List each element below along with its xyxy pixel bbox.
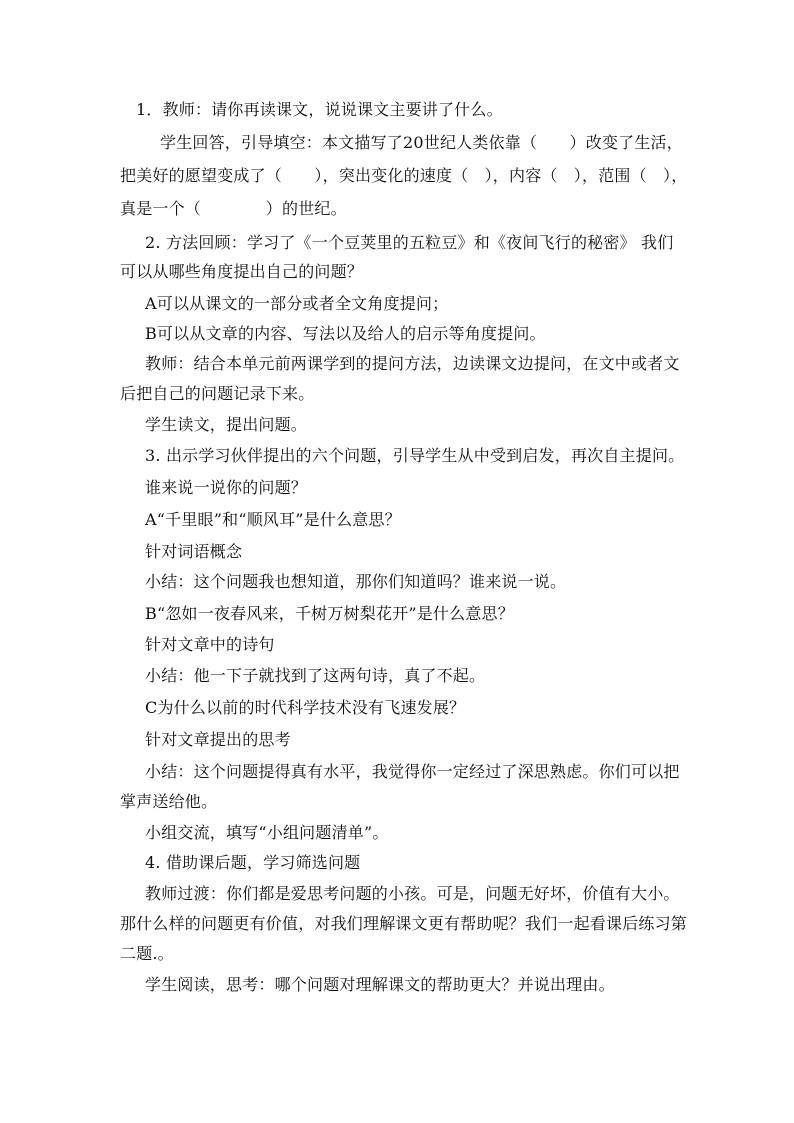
paragraph-line-17: B“忽如一夜春风来，千树万树梨花开”是什么意思？ (145, 604, 514, 623)
paragraph-line-10: 后把自己的问题记录下来。 (120, 384, 315, 403)
paragraph-line-16: 小结：这个问题我也想知道，那你们知道吗？谁来说一说。 (145, 572, 567, 591)
paragraph-line-1: 1．教师：请你再读课文，说说课文主要讲了什么。 (136, 100, 503, 119)
paragraph-line-13: 谁来说一说你的问题？ (145, 478, 308, 497)
paragraph-line-12: 3. 出示学习伙伴提出的六个问题，引导学生从中受到启发，再次自主提问。 (145, 446, 685, 465)
paragraph-line-9: 教师：结合本单元前两课学到的提问方法，边读课文边提问，在文中或者文 (145, 354, 680, 373)
paragraph-line-20: C为什么以前的时代科学技术没有飞速发展？ (145, 698, 466, 717)
paragraph-line-27: 那什么样的问题更有价值，对我们理解课文更有帮助呢？我们一起看课后练习第 (120, 914, 688, 933)
paragraph-line-4: 真是一个（ ）的世纪。 (120, 199, 347, 218)
paragraph-line-8: B可以从文章的内容、写法以及给人的启示等角度提问。 (145, 324, 546, 343)
paragraph-line-18: 针对文章中的诗句 (145, 635, 275, 654)
paragraph-line-11: 学生读文，提出问题。 (145, 415, 308, 434)
paragraph-line-21: 针对文章提出的思考 (145, 730, 291, 749)
paragraph-line-3: 把美好的愿望变成了（ ），突出变化的速度（ ），内容（ ），范围（ ）， (120, 166, 688, 185)
paragraph-line-19: 小结：他一下子就找到了这两句诗，真了不起。 (145, 666, 486, 685)
paragraph-line-7: A可以从课文的一部分或者全文角度提问； (145, 294, 449, 313)
paragraph-line-22: 小结：这个问题提得真有水平，我觉得你一定经过了深思熟虑。你们可以把 (145, 762, 680, 781)
paragraph-line-25: 4. 借助课后题，学习筛选问题 (145, 853, 361, 872)
paragraph-line-6: 可以从哪些角度提出自己的问题？ (120, 262, 364, 281)
paragraph-line-23: 掌声送给他。 (120, 792, 218, 811)
paragraph-line-14: A“千里眼”和“顺风耳”是什么意思？ (145, 510, 401, 529)
paragraph-line-24: 小组交流，填写“小组问题清单”。 (145, 823, 389, 842)
paragraph-line-15: 针对词语概念 (145, 542, 243, 561)
paragraph-line-26: 教师过渡：你们都是爱思考问题的小孩。可是，问题无好坏，价值有大小。 (145, 884, 680, 903)
paragraph-line-5: 2. 方法回顾：学习了《一个豆荚里的五粒豆》和《夜间飞行的秘密》 我们 (145, 233, 674, 252)
paragraph-line-2: 学生回答，引导填空：本文描写了20世纪人类依靠（ ）改变了生活， (160, 133, 683, 152)
paragraph-line-29: 学生阅读，思考：哪个问题对理解课文的帮助更大？并说出理由。 (145, 975, 615, 994)
paragraph-line-28: 二题.。 (120, 944, 174, 963)
